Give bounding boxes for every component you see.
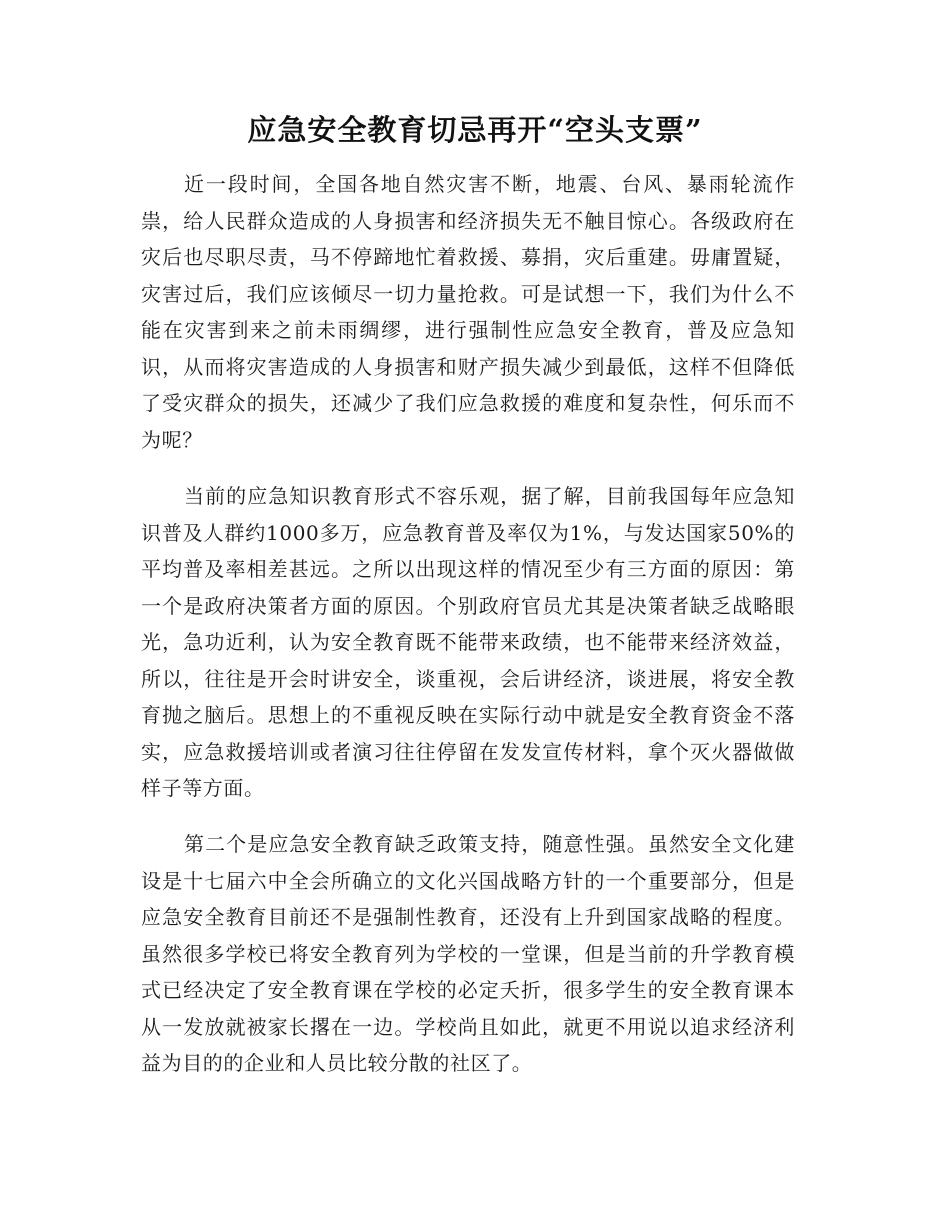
paragraph-1: 近一段时间，全国各地自然灾害不断，地震、台风、暴雨轮流作祟，给人民群众造成的人身损害和经济损失无不触目惊心。各级政府在灾后也尽职尽责，马不停蹄地忙着救援、募捐，灾后重建。毋庸置疑，灾害过后，我们应该倾尽一切力量抢救。可是试想一下，我们为什么不能在灾害到来之前未雨绸缪，进行强制性应急安全教育，普及应急知识，从而将灾害造成的人身损害和财产损失减少到最低，这样不但降低了受灾群众的损失，还减少了我们应急救援的难度和复杂性，何乐而不为呢？ bbox=[141, 172, 795, 452]
document-title: 应急安全教育切忌再开“空头支票” bbox=[247, 113, 703, 147]
paragraph-3: 第二个是应急安全教育缺乏政策支持，随意性强。虽然安全文化建设是十七届六中全会所确立的文化兴国战略方针的一个重要部分，但是应急安全教育目前还不是强制性教育，还没有上升到国家战略的程度。虽然很多学校已将安全教育列为学校的一堂课，但是当前的升学教育模式已经决定了安全教育课在学校的必定夭折，很多学生的安全教育课本从一发放就被家长撂在一边。学校尚且如此，就更不用说以追求经济利益为目的的企业和人员比较分散的社区了。 bbox=[141, 832, 795, 1075]
paragraph-2: 当前的应急知识教育形式不容乐观，据了解，目前我国每年应急知识普及人群约1000多万，应急教育普及率仅为1%，与发达国家50%的平均普及率相差甚远。之所以出现这样的情况至少有三方面的原因：第一个是政府决策者方面的原因。个别政府官员尤其是决策者缺乏战略眼光，急功近利，认为安全教育既不能带来政绩，也不能带来经济效益，所以，往往是开会时讲安全，谈重视，会后讲经济，谈进展，将安全教育抛之脑后。思想上的不重视反映在实际行动中就是安全教育资金不落实，应急救援培训或者演习往往停留在发发宣传材料，拿个灭火器做做样子等方面。 bbox=[141, 484, 795, 800]
